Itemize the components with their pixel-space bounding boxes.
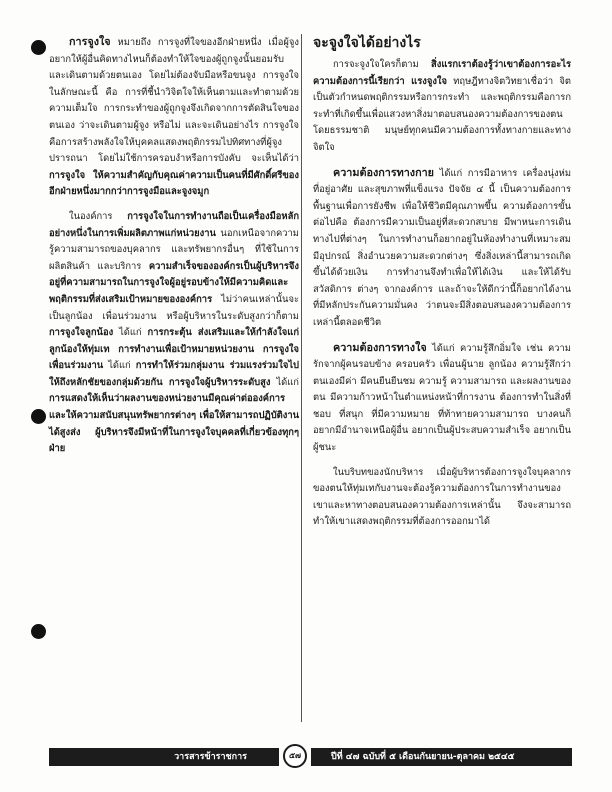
- text: ได้แก่ การมีอาหาร เครื่องนุ่งห่ม ที่อยู่อาศัย และสุขภาพที่แข็งแรง ปัจจัย ๔ นี้ เป็นความต้องการพื้นฐานเพื่อการยังชีพ เพื่อให้ชีวิตมีคุณภาพขึ้น ความต้องการขั้นต่อไปคือ ต้องการมีความเป็นอยู่ที่สะดวกสบาย มีพาหนะการเดินทางไปที่ต่างๆ ในการทำงานก็อยากอยู่ในห้องทำงานที่เหมาะสม มีอุปกรณ์ สิ่งอำนวยความสะดวกต่างๆ ซึ่งสิ่งเหล่านี้สามารถเกิดขึ้นได้ด้วยเงิน การทำงานจึงทำเพื่อให้ได้เงิน และให้ได้รับสวัสดิการ ต่างๆ จากองค์การ และถ้าจะให้ดีกว่านี้ก็อยากได้งาน ที่มีหลักประกันความมั่นคง ว่าตนจะมีสิ่งตอบสนองความต้องการเหล่านี้ตลอดชีวิต: [313, 167, 571, 328]
- emphasis-text: การทำให้ร่วมกลุ่มงาน ร่วมแรงร่วมใจไปให้ถึงหลักชัยของกลุ่มด้วยกัน การจูงใจผู้บริหารระดับสูง: [49, 360, 299, 388]
- text: ทฤษฎีทางจิตวิทยาเชื่อว่า จิตเป็นตัวกำหนดพฤติกรรมหรือการกระทำ และพฤติกรรมคือการกระทำที่เกิดขึ้นเพื่อแสวงหาสิ่งมาตอบสนองความต้องการของตน โดยธรรมชาติ มนุษย์ทุกคนมีความต้องการทั้งทางกายและทางจิตใจ: [313, 75, 571, 153]
- left-column: [49, 34, 299, 458]
- punch-hole: [31, 40, 46, 55]
- paragraph-executive-context: [313, 465, 571, 531]
- emphasis-text: การจูงใจ ให้ความสำคัญกับคุณค่าความเป็นคนที่มีศักดิ์ศรีของอีกฝ่ายหนึ่งมากกว่าการจูงมือและจูงจมูก: [49, 169, 299, 198]
- punch-hole: [31, 624, 46, 639]
- text: ในบริบทของนักบริหาร เมื่อผู้บริหารต้องการจูงใจบุคลากรของตนให้ทุ่มเทกับงานจะต้องรู้ความต้องการในการทำงานของเขาและหาทางตอบสนองความต้องการเหล่านั้น จึงจะสามารถทำให้เขาแสดงพฤติกรรมที่ต้องการออกมาได้: [313, 466, 571, 528]
- emphasis-text: การจูงใจในการทำงานถือเป็นเครื่องมือหลักอย่างหนึ่งในการเพิ่มผลิตภาพแก่หน่วยงาน: [49, 210, 299, 239]
- emphasis-text: การกระตุ้น ส่งเสริมและให้กำลังใจแก่ลูกน้องให้ทุ่มเท การทำงานเพื่อเป้าหมายหน่วยงาน การจูงใจเพื่อนร่วมงาน: [49, 327, 300, 372]
- text: การจะจูงใจใครก็ตาม: [333, 59, 432, 70]
- right-column: [313, 34, 571, 531]
- emphasis-text: การแสดงให้เห็นว่าผลงานของหน่วยงานมีคุณค่าต่อองค์การและให้ความสนับสนุนทรัพยากรต่างๆ เพื่อให้สามารถปฏิบัติงาน ได้สูงส่ง ผู้บริหารจึงมีหน้าที่ในการจูงใจบุคคลที่เกี่ยวข้องทุกๆ ฝ่าย: [49, 393, 299, 455]
- text: ไม่ว่าคนเหล่านั้นจะเป็นลูกน้อง เพื่อนร่วมงาน หรือผู้บริหารในระดับสูงกว่าก็ตาม: [49, 293, 299, 322]
- page-number: ๕๗: [283, 744, 307, 768]
- section-heading: จะจูงใจได้อย่างไร: [313, 35, 421, 51]
- text: หมายถึง การจูงที่ใจของอีกฝ่ายหนึ่ง เมื่อผู้จูงอยากให้ผู้อื่นคิดทางไหนก็ต้องทำให้ใจของผู้ถูกจูงนั้นยอมรับ และเดินตามด้วยตนเอง โดยไม่ต้องจับมือหรือขนจูง การจูงใจในลักษณะนี้ คือ การที่ชี้นำวิจิตใจให้เห็นตามและทำตามด้วยความเต็มใจ การกระทำของผู้ถูกจูงจึงเกิดจากการตัดสินใจของตนเอง ว่าจะเดินตามผู้จูง หรือไม่ และจะเดินอย่างไร การจูงใจคือการสร้างพลังใจให้บุคคลแสดงพฤติกรรมไปทิศทางที่ผู้จูงปรารถนา โดยไม่ใช้การครอบงำหรือการบังคับ จะเห็นได้ว่า: [49, 37, 299, 165]
- paragraph-physical-needs: [313, 165, 571, 332]
- column-divider: [301, 34, 302, 722]
- emphasis-text: สิ่งแรกเราต้องรู้ว่าเขาต้องการอะไร ความต้องการนี้เรียกว่า แรงจูงใจ: [313, 59, 571, 87]
- emphasis-text: ความสำเร็จขององค์กรเป็นผู้บริหารจึงอยู่ที่ความสามารถในการจูงใจผู้อยู่รอบข้างให้มีความคิดและพฤติกรรมที่ส่งเสริมเป้าหมายขององค์การ: [49, 260, 299, 305]
- footer-left-bar: [49, 748, 279, 766]
- text: ในองค์การ: [69, 210, 128, 222]
- text: ได้แก่: [103, 360, 136, 372]
- punch-hole: [31, 409, 46, 424]
- publication-title: วารสารข้าราชการ: [174, 752, 247, 762]
- subheading-psychological-needs: ความต้องการทางใจ: [333, 340, 427, 354]
- text: นอกเหนือจากความรู้ความสามารถของบุคลากร และทรัพยากรอื่นๆ ที่ใช้ในการผลิตสินค้า และบริการ: [49, 227, 299, 272]
- issue-info: ปีที่ ๔๗ ฉบับที่ ๕ เดือนกันยายน-ตุลาคม ๒๕๔๕: [331, 752, 515, 762]
- paragraph-motivation-definition: [49, 34, 299, 201]
- subheading-physical-needs: ความต้องการทางกาย: [333, 165, 435, 179]
- term-motivation: การจูงใจ: [69, 35, 111, 48]
- text: ได้แก่: [113, 327, 148, 339]
- text: ได้แก่ ความรู้สึกอิ่มใจ เช่น ความรักจากผู้คนรอบข้าง ครอบครัว เพื่อนผู้นาย ลูกน้อง ความรู้สึกว่าตนเองมีค่า มีคนยืนยืนชม ความรู้ ความสามารถ และผลงานของตน มีความก้าวหน้าในตำแหน่งหน้าที่การงาน ต้องการทำในสิ่งที่ชอบ ที่สนุก ที่มีความหมาย ที่ท้าทายความสามารถ บางคนก็อยากมีอำนาจเหนือผู้อื่น อยากเป็นผู้ประสบความสำเร็จ อยากเป็นผู้ชนะ: [313, 342, 571, 454]
- emphasis-text: การจูงใจลูกน้อง: [49, 327, 114, 339]
- paragraph-motivation-in-organization: [49, 209, 299, 458]
- footer-right-bar: [311, 748, 572, 766]
- page-footer: [0, 744, 612, 772]
- paragraph-know-needs: [313, 57, 571, 157]
- paragraph-psychological-needs: [313, 340, 571, 457]
- text: ได้แก่: [270, 376, 299, 388]
